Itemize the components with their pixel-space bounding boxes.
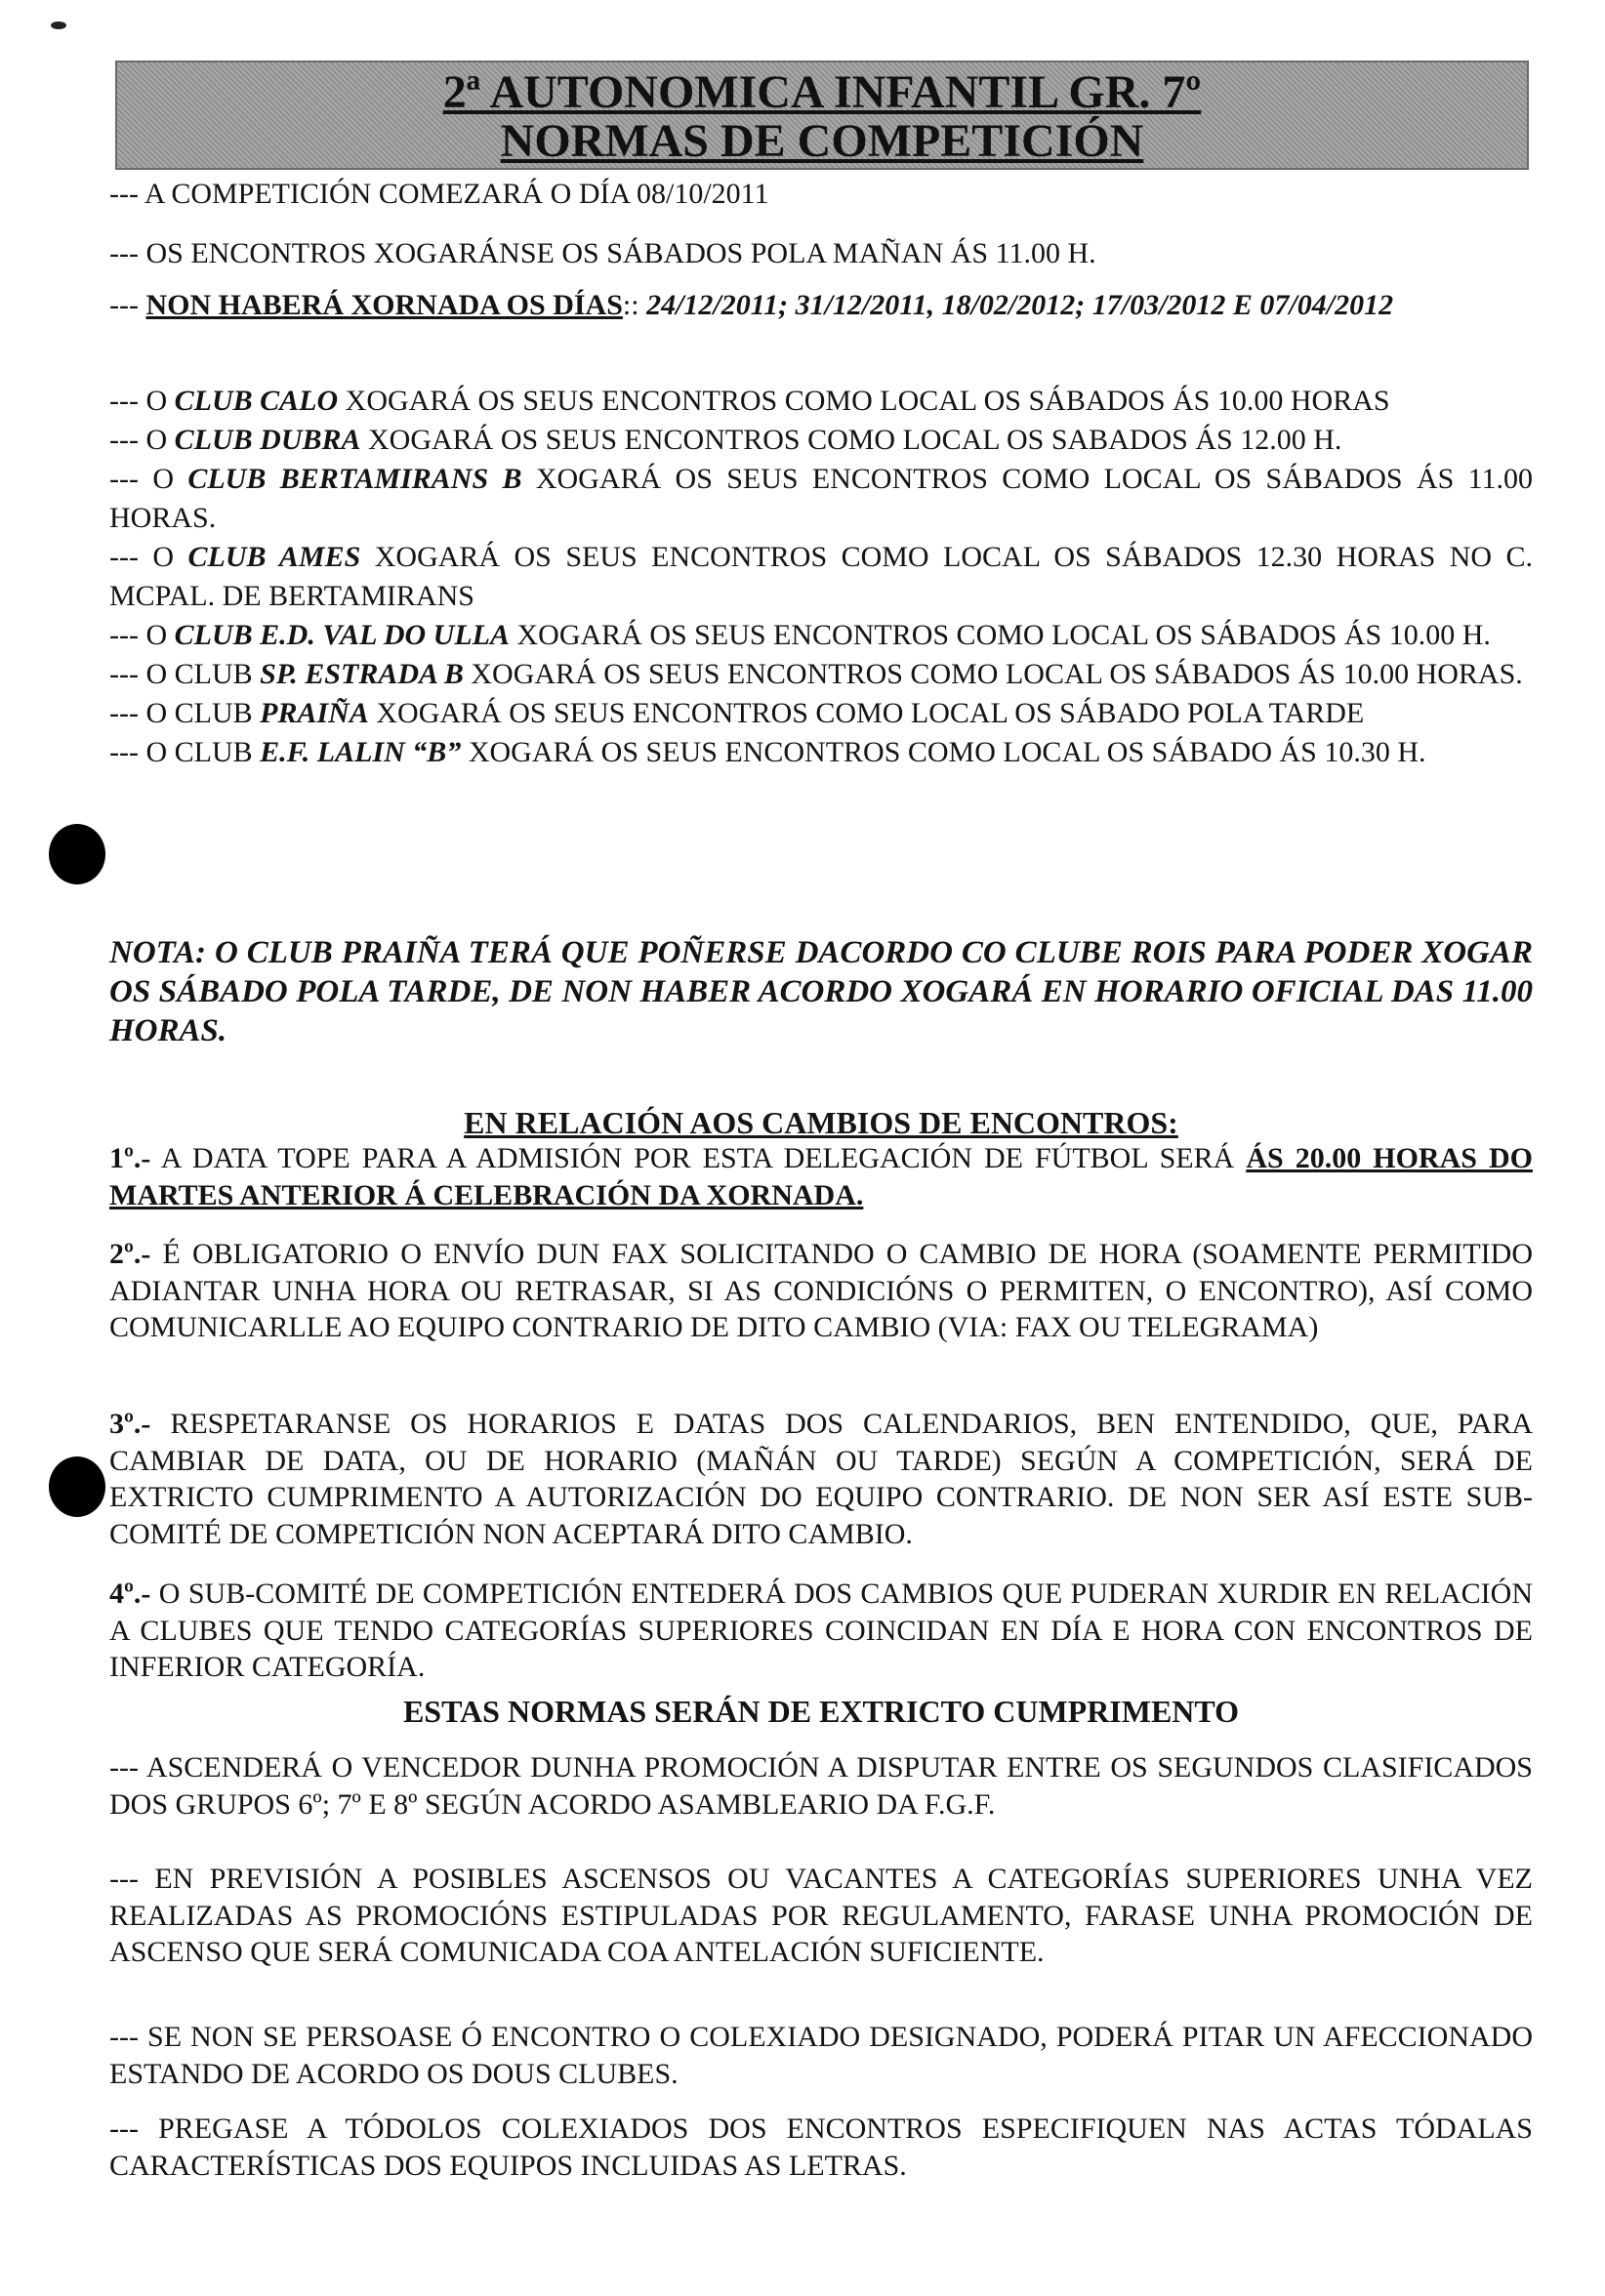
club-name: E.F. LALIN “B” [260,736,462,768]
strict-rules-title: ESTAS NORMAS SERÁN DE EXTRICTO CUMPRIMENTO [402,1694,1240,1729]
rule-number: 3º.- [109,1408,151,1440]
final-rule-promotion: --- ASCENDERÁ O VENCEDOR DUNHA PROMOCIÓN A DISPUTAR ENTRE OS SEGUNDOS CLASIFICADOS DOS GRUPOS 6º; 7º E 8º SEGÚN ACORDO ASAMBLEARIO DA F.G.F. [109,1751,1533,1821]
club-line: --- O CLUB CALO XOGARÁ OS SEUS ENCONTROS COMO LOCAL OS SÁBADOS ÁS 10.00 HORAS [109,385,1390,417]
title-line-2: NORMAS DE COMPETICIÓN [500,115,1144,167]
club-name: SP. ESTRADA B [260,658,464,690]
rule-1-deadline: ÁS 20.00 HORAS DO MARTES ANTERIOR Á CELEBRACIÓN DA XORNADA. [109,1142,1533,1211]
title-line-1: 2ª AUTONOMICA INFANTIL GR. 7º [442,66,1202,118]
note-paragraph: NOTA: O CLUB PRAIÑA TERÁ QUE POÑERSE DACORDO CO CLUBE ROIS PARA PODER XOGAR OS SÁBADO POLA TARDE, DE NON HABER ACORDO XOGARÁ EN HORARIO OFICIAL DAS 11.00 HORAS. [109,935,1533,1048]
no-round-colons: :: [622,289,639,321]
match-time-line: --- OS ENCONTROS XOGARÁNSE OS SÁBADOS POLA MAÑAN ÁS 11.00 H. [109,237,1096,269]
club-name: CLUB DUBRA [174,424,361,456]
club-line: --- O CLUB AMES XOGARÁ OS SEUS ENCONTROS COMO LOCAL OS SÁBADOS 12.30 HORAS NO C. MCPAL. DE BERTAMIRANS [109,541,1534,612]
club-name: CLUB CALO [174,385,339,417]
final-rule-referee: --- SE NON SE PERSOASE Ó ENCONTRO O COLEXIADO DESIGNADO, PODERÁ PITAR UN AFECCIONADO ESTANDO DE ACORDO OS DOUS CLUBES. [109,2021,1533,2090]
club-name: CLUB AMES [187,541,361,573]
punch-hole-bottom [49,1456,105,1517]
rule-number: 1º.- [109,1142,151,1174]
no-round-prefix: --- [109,289,139,321]
no-round-label: NON HABERÁ XORNADA OS DÍAS [145,289,623,321]
no-round-date-list: 24/12/2011; 31/12/2011, 18/02/2012; 17/03/2012 E 07/04/2012 [646,289,1394,321]
no-round-dates [109,287,1533,324]
rule-number: 2º.- [109,1238,151,1270]
club-line: --- O CLUB BERTAMIRANS B XOGARÁ OS SEUS ENCONTROS COMO LOCAL OS SÁBADOS ÁS 11.00 HORAS. [109,463,1534,534]
club-schedule-list [109,382,1533,772]
club-line: --- O CLUB DUBRA XOGARÁ OS SEUS ENCONTROS COMO LOCAL OS SABADOS ÁS 12.00 H. [109,424,1342,456]
title-banner [115,61,1529,170]
rule-2: 2º.- É OBLIGATORIO O ENVÍO DUN FAX SOLICITANDO O CAMBIO DE HORA (SOAMENTE PERMITIDO ADIANTAR UNHA HORA OU RETRASAR, SI AS CONDICIÓNS O PERMITEN, O ENCONTRO), ASÍ COMO COMUNICARLLE AO EQUIPO CONTRARIO DE DITO CAMBIO (VIA: FAX OU TELEGRAMA) [109,1238,1533,1343]
rule-1: 1º.- A DATA TOPE PARA A ADMISIÓN POR ESTA DELEGACIÓN DE FÚTBOL SERÁ ÁS 20.00 HORAS DO MARTES ANTERIOR Á CELEBRACIÓN DA XORNADA. [109,1142,1533,1211]
rule-4: 4º.- O SUB-COMITÉ DE COMPETICIÓN ENTEDERÁ DOS CAMBIOS QUE PUDERAN XURDIR EN RELACIÓN A CLUBES QUE TENDO CATEGORÍAS SUPERIORES COINCIDAN EN DÍA E HORA CON ENCONTROS DE INFERIOR CATEGORÍA. [109,1578,1533,1683]
final-rule-vacancies: --- EN PREVISIÓN A POSIBLES ASCENSOS OU VACANTES A CATEGORÍAS SUPERIORES UNHA VEZ REALIZADAS AS PROMOCIÓNS ESTIPULADAS POR REGULAMENTO, FARASE UNHA PROMOCIÓN DE ASCENSO QUE SERÁ COMUNICADA COA ANTELACIÓN SUFICIENTE. [109,1863,1533,1968]
punch-hole-top [49,824,105,884]
club-name: CLUB BERTAMIRANS B [187,463,522,495]
start-date-line: --- A COMPETICIÓN COMEZARÁ O DÍA 08/10/2011 [109,178,769,210]
club-line: --- O CLUB E.D. VAL DO ULLA XOGARÁ OS SEUS ENCONTROS COMO LOCAL OS SÁBADOS ÁS 10.00 H. [109,619,1491,651]
scan-mark [51,21,66,29]
rule-3: 3º.- RESPETARANSE OS HORARIOS E DATAS DOS CALENDARIOS, BEN ENTENDIDO, QUE, PARA CAMBIAR DE DATA, OU DE HORARIO (MAÑÁN OU TARDE) SEGÚN A COMPETICIÓN, SERÁ DE EXTRICTO CUMPRIMENTO A AUTORIZACIÓN DO EQUIPO CONTRARIO. DE NON SER ASÍ ESTE SUB-COMITÉ DE COMPETICIÓN NON ACEPTARÁ DITO CAMBIO. [109,1408,1533,1550]
club-name: CLUB E.D. VAL DO ULLA [174,619,510,651]
club-line: --- O CLUB PRAIÑA XOGARÁ OS SEUS ENCONTROS COMO LOCAL OS SÁBADO POLA TARDE [109,697,1365,729]
club-line: --- O CLUB E.F. LALIN “B” XOGARÁ OS SEUS ENCONTROS COMO LOCAL OS SÁBADO ÁS 10.30 H. [109,736,1426,768]
club-line: --- O CLUB SP. ESTRADA B XOGARÁ OS SEUS ENCONTROS COMO LOCAL OS SÁBADOS ÁS 10.00 HORAS. [109,658,1523,690]
rule-number: 4º.- [109,1578,151,1610]
changes-title: EN RELACIÓN AOS CAMBIOS DE ENCONTROS: [464,1105,1178,1140]
club-name: PRAIÑA [260,697,369,729]
final-rule-match-reports: --- PREGASE A TÓDOLOS COLEXIADOS DOS ENCONTROS ESPECIFIQUEN NAS ACTAS TÓDALAS CARACTERÍSTICAS DOS EQUIPOS INCLUIDAS AS LETRAS. [109,2112,1533,2182]
